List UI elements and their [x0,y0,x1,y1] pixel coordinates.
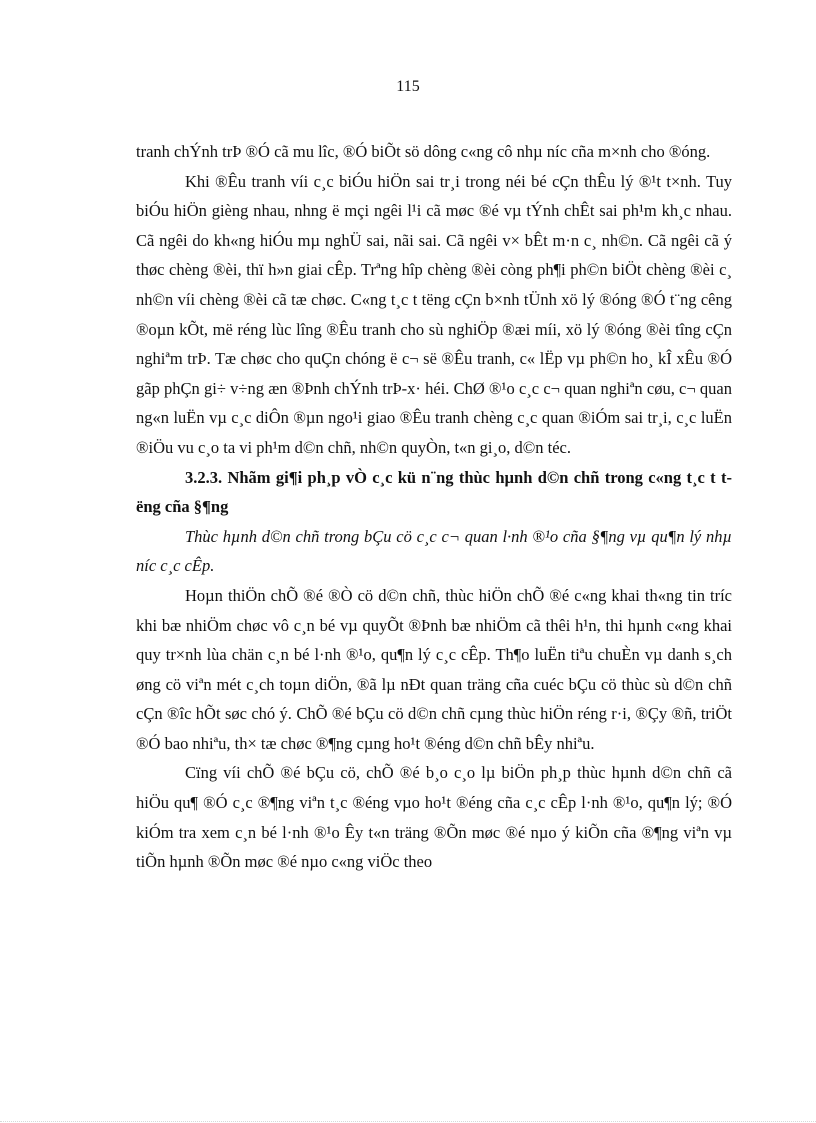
paragraph-criticism: Khi ®Êu tranh víi c¸c biÓu hiÖn sai tr¸i trong néi bé cÇn thÊu lý ®¹t t×nh. Tuy biÓu hiÖn gièng nhau, nhng ë mçi ngêi l¹i cã møc ®é vµ tÝnh chÊt sai ph¹m kh¸c nhau. Cã ngêi do kh«ng hiÓu mµ nghÜ sai, nãi sai. Cã ngêi v× bÊt m·n c¸ nh©n. Cã ngêi cã ý thøc chèng ®èi, thï h»n giai cÊp. Trªng hîp chèng ®èi còng ph¶i ph©n biÖt chèng ®èi c¸ nh©n víi chèng ®èi cã tæ chøc. C«ng t¸c t tëng cÇn b×nh tÜnh xö lý ®óng ®Ó t¨ng cêng ®oµn kÕt, më réng lùc lîng ®Êu tranh cho sù nghiÖp ®æi míi, xö lý ®óng ®èi tîng cÇn nghiªm trÞ. Tæ chøc cho quÇn chóng ë c¬ së ®Êu tranh, c« lËp vµ ph©n ho¸ kÎ xÊu ®Ó gãp phÇn gi÷ v÷ng æn ®Þnh chÝnh trÞ-x· héi. ChØ ®¹o c¸c c¬ quan nghiªn cøu, c¬ quan ng«n luËn vµ c¸c diÔn ®µn ngo¹i giao ®Êu tranh chèng c¸c quan ®iÓm sai tr¸i, c¸c luËn ®iÖu vu c¸o ta vi ph¹m d©n chñ, nh©n quyÒn, t«n gi¸o, d©n téc. [136,171,732,457]
subheading-italic: Thùc hµnh d©n chñ trong bÇu cö c¸c c¬ quan l·nh ®¹o cña §¶ng vµ qu¶n lý nhµ níc c¸c cÊp. [136,526,732,576]
paragraph-continuation: tranh chÝnh trÞ ®Ó cã mu lîc, ®Ó biÕt sö dông c«ng cô nhµ níc cña m×nh cho ®óng. [136,142,711,161]
page-bottom-edge [0,1121,816,1122]
paragraph-reporting: Cïng víi chÕ ®é bÇu cö, chÕ ®é b¸o c¸o lµ biÖn ph¸p thùc hµnh d©n chñ cã hiÖu qu¶ ®Ó c¸c ®¶ng viªn t¸c ®éng vµo ho¹t ®éng cña c¸c cÊp l·nh ®¹o, qu¶n lý; ®Ó kiÓm tra xem c¸n bé l·nh ®¹o Êy t«n träng ®Õn møc ®é nµo ý kiÕn cña ®¶ng viªn vµ tiÕn hµnh ®Õn møc ®é nµo c«ng viÖc theo [136,763,732,872]
paragraph-election: Hoµn thiÖn chÕ ®é ®Ò cö d©n chñ, thùc hiÖn chÕ ®é c«ng khai th«ng tin tríc khi bæ nhiÖm chøc vô c¸n bé vµ quyÕt ®Þnh bæ nhiÖm cã thêi h¹n, thi hµnh c«ng khai quy tr×nh lùa chän c¸n bé l·nh ®¹o, qu¶n lý c¸c cÊp. Th¶o luËn tiªu chuÈn vµ danh s¸ch øng cö viªn mét c¸ch toµn diÖn, ®ã lµ nÐt quan träng cña cuéc bÇu cö thùc sù d©n chñ cÇn ®îc hÕt søc chó ý. ChÕ ®é bÇu cö d©n chñ cµng thùc hiÖn réng r·i, ®Çy ®ñ, triÖt ®Ó bao nhiªu, th× tæ chøc ®¶ng cµng ho¹t ®éng d©n chñ bÊy nhiªu. [136,585,732,753]
document-body [136,137,732,877]
section-heading-3-2-3: 3.2.3. Nhãm gi¶i ph¸p vÒ c¸c kü n¨ng thùc hµnh d©n chñ trong c«ng t¸c t tëng cña §¶ng [136,467,732,517]
page-number: 115 [396,78,420,95]
